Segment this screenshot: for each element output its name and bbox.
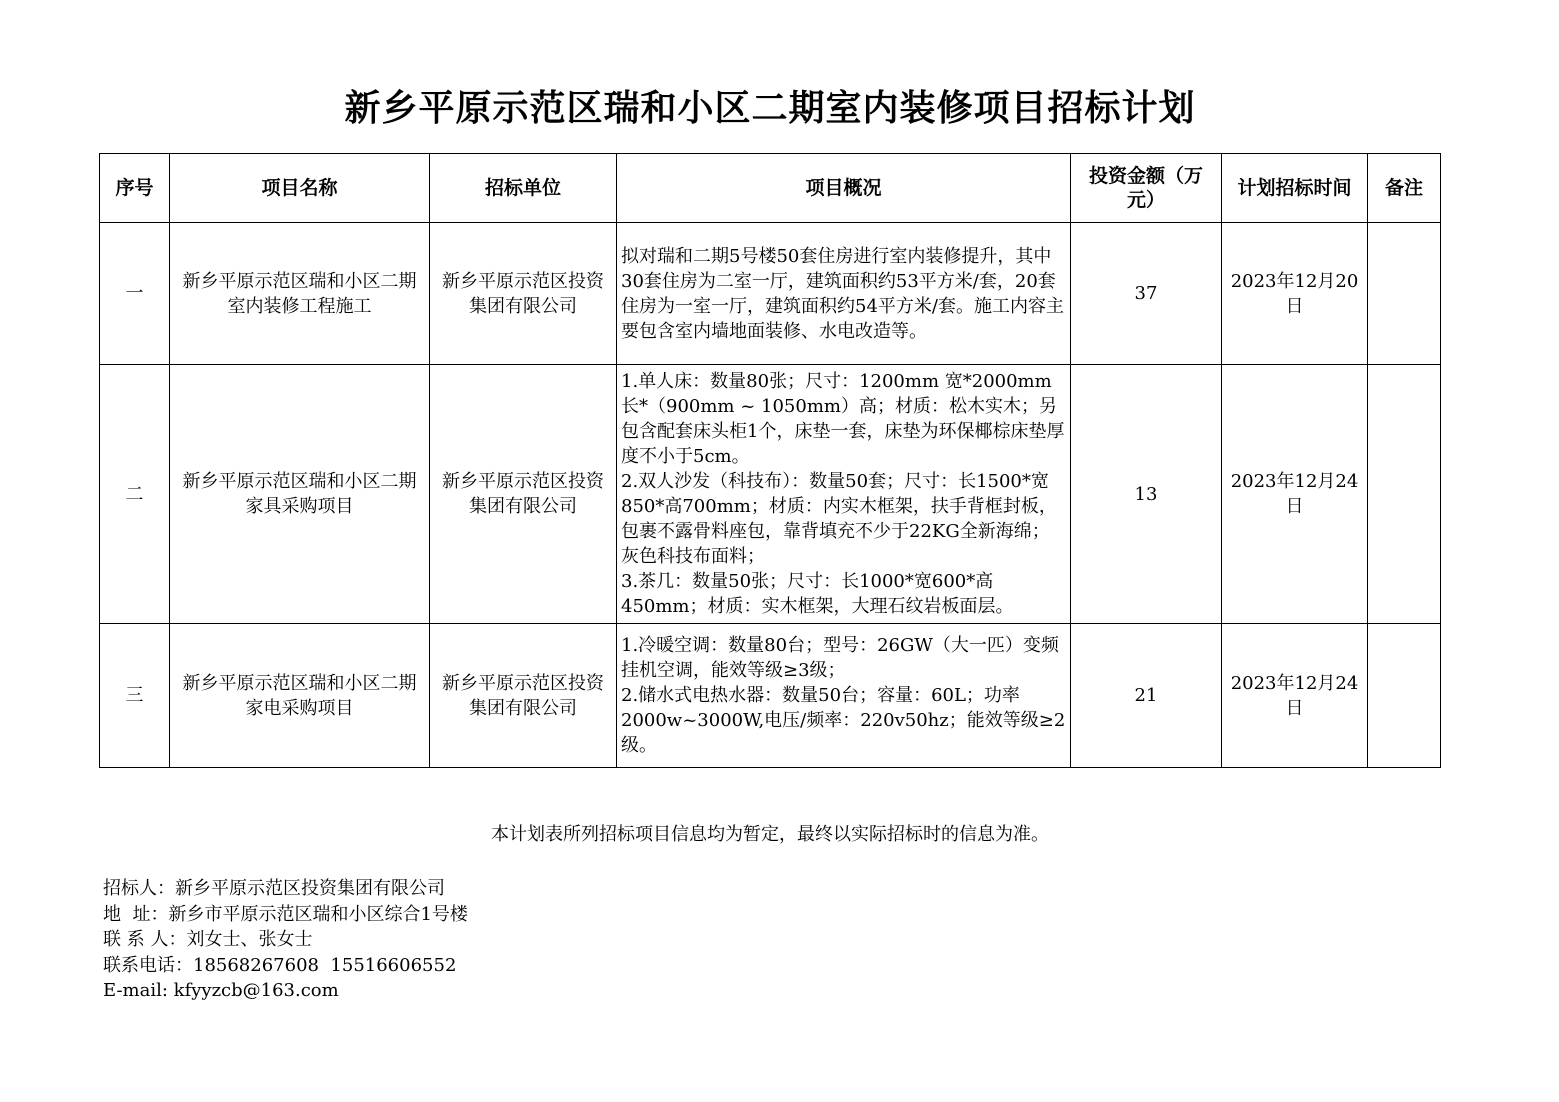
overview-text: 1.单人床：数量80张；尺寸：1200mm 宽*2000mm 长*（900mm ~ 1050mm）高；材质：松木实木；另包含配套床头柜1个，床垫一套，床垫为环保椰棕床垫厚度不小于5cm。 2.双人沙发（科技布）：数量50套；尺寸：长1500*宽850*高700mm；材质：内实木框架，扶手背框封板，包裹不露骨料座包，靠背填充不少于22KG全新海绵；灰色科技布面料； 3.茶几：数量50张；尺寸：长1000*宽600*高450mm；材质：实木框架，大理石纹岩板面层。	[621, 371, 1065, 617]
header-plan-date: 计划招标时间	[1222, 154, 1368, 223]
tender-plan-table	[99, 153, 1441, 768]
cell-overview	[617, 624, 1071, 768]
cell-tender-unit: 新乡平原示范区投资集团有限公司	[430, 365, 617, 624]
table-header-row	[100, 154, 1441, 223]
cell-overview	[617, 365, 1071, 624]
contact-email: E-mail: kfyyzcb@163.com	[103, 980, 339, 1001]
cell-amount: 21	[1071, 624, 1222, 768]
table-row	[100, 223, 1441, 365]
table-row	[100, 365, 1441, 624]
contact-phone: 联系电话：18568267608 15516606552	[103, 954, 457, 976]
header-remark: 备注	[1368, 154, 1441, 223]
cell-tender-unit: 新乡平原示范区投资集团有限公司	[430, 624, 617, 768]
cell-project-name: 新乡平原示范区瑞和小区二期室内装修工程施工	[170, 223, 430, 365]
header-overview: 项目概况	[617, 154, 1071, 223]
header-index: 序号	[100, 154, 170, 223]
cell-plan-date: 2023年12月24日	[1222, 365, 1368, 624]
cell-project-name: 新乡平原示范区瑞和小区二期家电采购项目	[170, 624, 430, 768]
cell-plan-date: 2023年12月24日	[1222, 624, 1368, 768]
header-amount: 投资金额（万元）	[1071, 154, 1222, 223]
contact-tenderer: 招标人：新乡平原示范区投资集团有限公司	[103, 878, 445, 899]
cell-amount: 13	[1071, 365, 1222, 624]
disclaimer-note: 本计划表所列招标项目信息均为暂定，最终以实际招标时的信息为准。	[491, 824, 1049, 845]
cell-plan-date: 2023年12月20日	[1222, 223, 1368, 365]
cell-remark	[1368, 624, 1441, 768]
cell-amount: 37	[1071, 223, 1222, 365]
cell-overview	[617, 223, 1071, 365]
contact-person: 联 系 人：刘女士、张女士	[103, 929, 313, 950]
overview-text: 拟对瑞和二期5号楼50套住房进行室内装修提升，其中30套住房为二室一厅，建筑面积约53平方米/套，20套住房为一室一厅，建筑面积约54平方米/套。施工内容主要包含室内墙地面装修、水电改造等。	[621, 245, 1064, 342]
header-tender-unit: 招标单位	[430, 154, 617, 223]
cell-remark	[1368, 365, 1441, 624]
cell-tender-unit: 新乡平原示范区投资集团有限公司	[430, 223, 617, 365]
cell-index: 二	[100, 365, 170, 624]
table-row	[100, 624, 1441, 768]
cell-project-name: 新乡平原示范区瑞和小区二期家具采购项目	[170, 365, 430, 624]
cell-index: 三	[100, 624, 170, 768]
contact-info	[103, 876, 468, 1004]
cell-remark	[1368, 223, 1441, 365]
page-title: 新乡平原示范区瑞和小区二期室内装修项目招标计划	[344, 88, 1196, 129]
contact-address: 地 址：新乡市平原示范区瑞和小区综合1号楼	[103, 903, 468, 925]
overview-text: 1.冷暖空调：数量80台；型号：26GW（大一匹）变频挂机空调，能效等级≥3级； 2.储水式电热水器：数量50台；容量：60L；功率2000w~3000W,电压/频率：220v50hz；能效等级≥2级。	[621, 635, 1066, 756]
cell-index: 一	[100, 223, 170, 365]
header-project-name: 项目名称	[170, 154, 430, 223]
